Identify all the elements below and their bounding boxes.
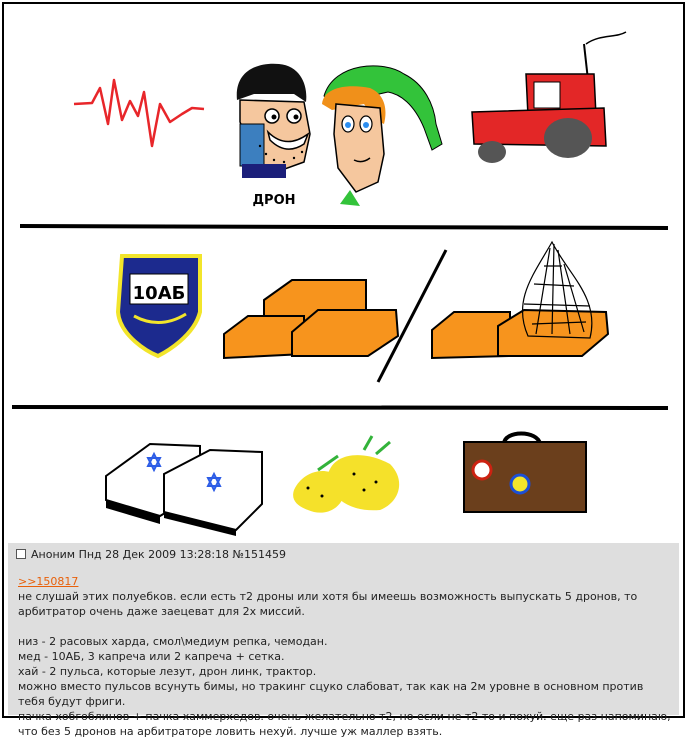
post-header xyxy=(16,547,286,562)
comic-frame xyxy=(2,2,685,738)
post-line: низ - 2 расовых харда, смол\медиум репка, чемодан. xyxy=(18,635,328,648)
pulse-laser-icon xyxy=(74,80,204,146)
post-select-checkbox[interactable] xyxy=(16,549,26,559)
armor-badge-icon xyxy=(118,256,200,356)
drone-character-icon xyxy=(237,64,310,178)
tractor-icon xyxy=(472,32,626,163)
post-line: можно вместо пульсов всунуть бимы, но тракинг сцуко слабоват, так как на 2м уровне в основном против тебя будут фриги. xyxy=(18,680,644,708)
hardened-drives-icon xyxy=(106,444,262,536)
post-header-text: Аноним Пнд 28 Дек 2009 13:28:18 №151459 xyxy=(31,548,286,561)
post-line: пачка хобгоблинов + пачка хаммерхедов. очень желательно т2, но если не т2 то и похуй. еще раз напоминаю, что без 5 дронов на арбитраторе ловить нехуй. лучше уж маллер взять. xyxy=(18,710,671,738)
drone-caption: ДРОН xyxy=(252,193,296,208)
green-hat-character-icon xyxy=(322,66,442,206)
divider-bottom xyxy=(12,407,668,408)
badge-text: 10АБ xyxy=(132,283,186,304)
post-line: мед - 10АБ, 3 капреча или 2 капреча + сетка. xyxy=(18,650,285,663)
suitcase-icon xyxy=(464,434,586,513)
post-body xyxy=(18,574,673,739)
bricks-icon xyxy=(224,280,398,358)
comic-drawing xyxy=(4,4,683,541)
turnips-icon xyxy=(293,436,399,513)
reply-link[interactable]: >>150817 xyxy=(18,575,79,588)
post-line: хай - 2 пульса, которые лезут, дрон линк, трактор. xyxy=(18,665,317,678)
forum-post xyxy=(8,543,679,738)
post-line: не слушай этих полуебков. если есть т2 дроны или хотя бы имеешь возможность выпускать 5 дронов, то арбитратор очень даже заецеват для 2х миссий. xyxy=(18,590,638,618)
divider-top xyxy=(20,226,668,228)
bricks-with-net-icon xyxy=(432,242,608,358)
